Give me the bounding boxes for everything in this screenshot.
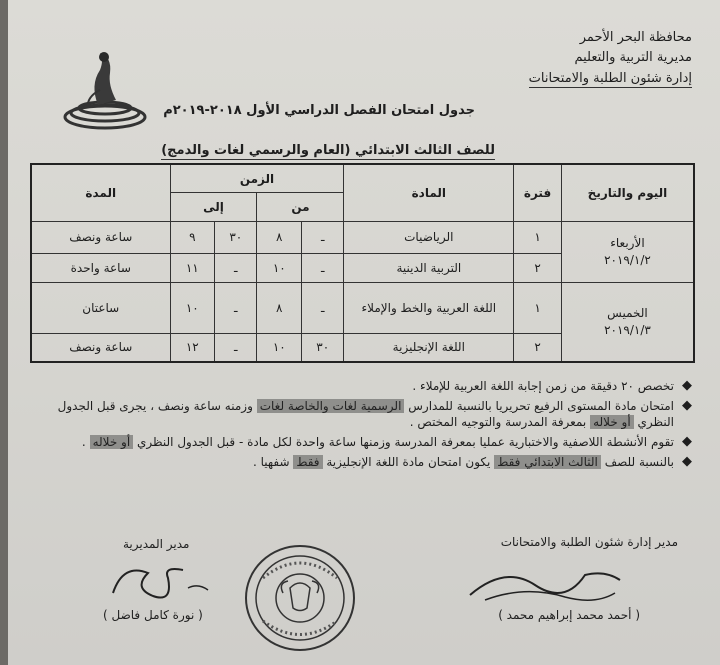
subject-cell: التربية الدينية: [344, 254, 514, 283]
highlight-text: أو خلاله: [590, 415, 634, 429]
from-minute-cell: ـ: [302, 282, 344, 333]
subject-cell: اللغة الإنجليزية: [344, 333, 514, 362]
from-minute-cell: ـ: [302, 221, 344, 254]
header-subject: المادة: [344, 164, 514, 221]
to-minute-cell: ٣٠: [215, 221, 257, 254]
day-name: الأربعاء: [610, 235, 645, 250]
period-cell: ١: [514, 221, 562, 254]
note-text: .: [81, 435, 86, 449]
bullet-icon: ◆: [682, 378, 692, 393]
header-governorate: محافظة البحر الأحمر: [579, 30, 692, 45]
from-hour-cell: ٨: [257, 282, 302, 333]
to-hour-cell: ١٠: [170, 282, 215, 333]
from-hour-cell: ٨: [257, 221, 302, 254]
note-text: ونصف ، يجرى قبل الجدول النظري: [57, 399, 674, 429]
header-period: فترة: [514, 164, 562, 221]
signature-title-left: مدير المديرية: [123, 537, 190, 551]
from-minute-cell: ـ: [302, 254, 344, 283]
day-date: ٢٠١٩/١/٣: [604, 322, 651, 337]
from-hour-cell: ١٠: [257, 333, 302, 362]
note-text: الجدول النظري: [137, 435, 213, 449]
day-cell: [561, 282, 694, 362]
duration-cell: ساعة ونصف: [31, 333, 170, 362]
note-text: امتحان مادة المستوى الرفيع تحريريا بالنسبة للمدارس: [408, 399, 674, 413]
duration-cell: ساعة ونصف: [31, 221, 170, 254]
highlight-text: فقط: [293, 455, 322, 469]
header-to: إلى: [170, 193, 257, 222]
note-text: تقوم الأنشطة اللاصفية والاختبارية عمليا بمعرفة المدرسة وزمنها ساعة واحدة لكل مادة - قبل: [216, 435, 674, 449]
official-seal-icon: [243, 543, 358, 653]
signature-name-left: ( نورة كامل فاضل ): [103, 608, 203, 622]
schedule-subtitle: للصف الثالث الابتدائي (العام والرسمي لغات والدمج): [161, 143, 495, 158]
note-text: تخصص ٢٠ دقيقة من زمن إجابة اللغة العربية للإملاء .: [412, 379, 674, 393]
table-row: [31, 282, 694, 333]
note-text: شفهيا .: [252, 455, 290, 469]
note-text: بمعرفة المدرسة والتوجيه المختص .: [409, 415, 587, 429]
period-cell: ٢: [514, 333, 562, 362]
bullet-icon: ◆: [682, 398, 692, 413]
signature-scribble-icon: [103, 558, 213, 606]
from-minute-cell: ٣٠: [302, 333, 344, 362]
bullet-icon: ◆: [682, 434, 692, 449]
notes-list: [52, 378, 692, 474]
subject-cell: اللغة العربية والخط والإملاء: [344, 282, 514, 333]
to-minute-cell: ـ: [215, 282, 257, 333]
note-text: يكون امتحان مادة اللغة الإنجليزية: [326, 455, 491, 469]
to-minute-cell: ـ: [215, 333, 257, 362]
bullet-icon: ◆: [682, 454, 692, 469]
duration-cell: ساعة واحدة: [31, 254, 170, 283]
header-day-date: اليوم والتاريخ: [561, 164, 694, 221]
governorate-logo-icon: [60, 45, 150, 135]
note-text: وزمنه ساعة: [193, 399, 253, 413]
highlight-text: الثالث الابتدائي فقط: [494, 455, 601, 469]
header-directorate: مديرية التربية والتعليم: [574, 50, 692, 65]
highlight-text: الرسمية لغات والخاصة لغات: [257, 399, 405, 413]
note-item: [52, 398, 692, 430]
header-from: من: [257, 193, 344, 222]
schedule-title: جدول امتحان الفصل الدراسي الأول ٢٠١٨-٢٠١٩م: [163, 103, 475, 118]
page-edge: [0, 0, 8, 665]
from-hour-cell: ١٠: [257, 254, 302, 283]
table-row: [31, 221, 694, 254]
to-hour-cell: ١١: [170, 254, 215, 283]
signature-scribble-icon: [465, 555, 625, 605]
note-item: [52, 454, 692, 470]
day-name: الخميس: [607, 306, 648, 321]
header-duration: المدة: [31, 164, 170, 221]
header-department: إدارة شئون الطلبة والامتحانات: [528, 71, 692, 86]
to-minute-cell: ـ: [215, 254, 257, 283]
subject-cell: الرياضيات: [344, 221, 514, 254]
note-item: [52, 434, 692, 450]
exam-schedule-table: [30, 163, 695, 363]
duration-cell: ساعتان: [31, 282, 170, 333]
day-date: ٢٠١٩/١/٢: [604, 252, 651, 267]
note-text: بالنسبة للصف: [604, 455, 674, 469]
signature-name-right: ( أحمد محمد إبراهيم محمد ): [498, 608, 640, 622]
document-page: [8, 0, 720, 665]
to-hour-cell: ١٢: [170, 333, 215, 362]
header-time: الزمن: [170, 164, 344, 193]
to-hour-cell: ٩: [170, 221, 215, 254]
period-cell: ٢: [514, 254, 562, 283]
signature-title-right: مدير إدارة شئون الطلبة والامتحانات: [500, 535, 678, 549]
day-cell: [561, 221, 694, 282]
highlight-text: أو خلاله: [90, 435, 134, 449]
period-cell: ١: [514, 282, 562, 333]
note-item: [52, 378, 692, 394]
